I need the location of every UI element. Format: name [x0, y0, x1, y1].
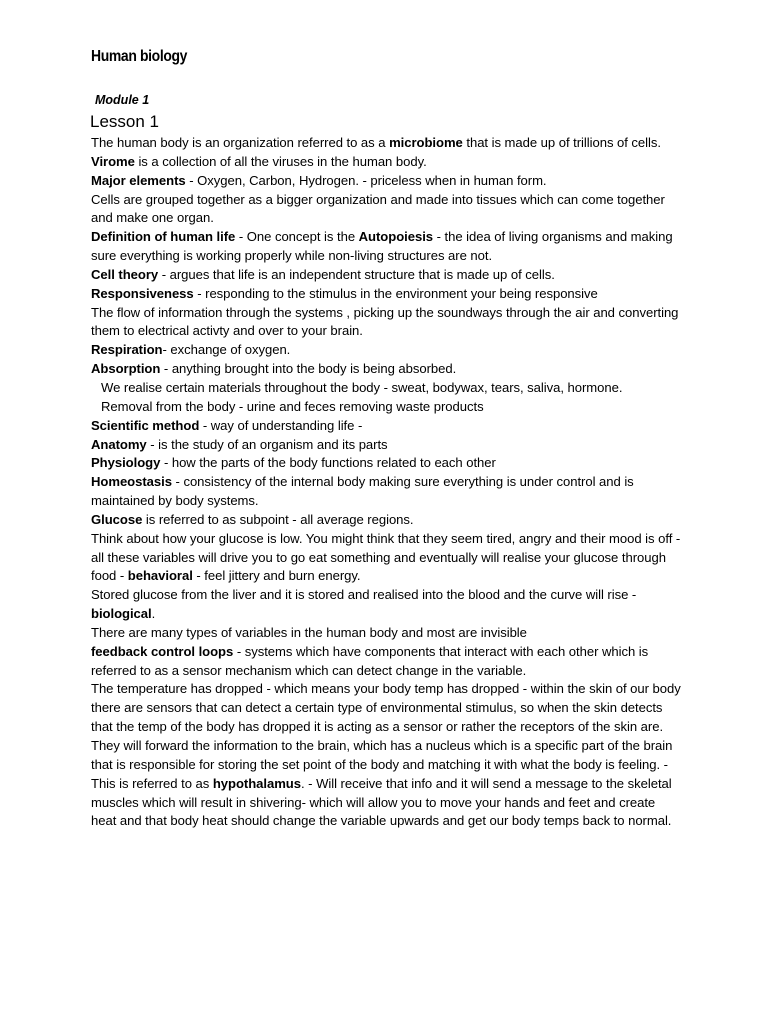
- paragraph: [91, 304, 683, 342]
- paragraph: [91, 172, 683, 191]
- text-run: Think about how your glucose is low. You might think that they seem tired, angry and their mood is off - all these variables will drive you to go eat something and eventually will realise your glucose through food -: [91, 530, 681, 584]
- text-run: - how the parts of the body functions related to each other: [160, 455, 496, 471]
- bold-term: Physiology: [91, 455, 161, 471]
- paragraph: [91, 285, 683, 304]
- paragraph: [91, 436, 683, 455]
- paragraph: [91, 530, 683, 587]
- text-run: - the idea of living organisms and making sure everything is working properly while non-living structures are not.: [91, 229, 673, 264]
- text-run: The flow of information through the systems , picking up the soundways through the air and converting them to electrical activty and over to your brain.: [91, 304, 679, 339]
- text-run: - systems which have components that interact with each other which is referred to as a sensor mechanism which can detect change in the variable.: [91, 643, 649, 678]
- paragraph: [91, 511, 683, 530]
- paragraph: [91, 341, 683, 360]
- text-run: - feel jittery and burn energy.: [192, 568, 361, 584]
- text-run: is a collection of all the viruses in the human body.: [134, 153, 427, 169]
- text-run: is referred to as subpoint - all average regions.: [142, 511, 414, 527]
- bold-term: feedback control loops: [91, 643, 234, 659]
- document-body: [91, 134, 683, 831]
- bold-term: Glucose: [91, 511, 143, 527]
- text-run: We realise certain materials throughout the body - sweat, bodywax, tears, saliva, hormone.: [101, 379, 623, 395]
- text-run: - consistency of the internal body making sure everything is under control and is maintained by body systems.: [91, 474, 634, 509]
- text-run: - One concept is the: [235, 229, 359, 245]
- bold-term: Responsiveness: [91, 285, 194, 301]
- text-run: - argues that life is an independent structure that is made up of cells.: [158, 266, 555, 282]
- text-run: Removal from the body - urine and feces removing waste products: [101, 398, 484, 414]
- bold-term: Major elements: [91, 172, 186, 188]
- text-run: - way of understanding life -: [199, 417, 363, 433]
- paragraph: [91, 134, 683, 153]
- text-run: Cells are grouped together as a bigger organization and made into tissues which can come together and make one organ.: [91, 191, 665, 226]
- paragraph: [91, 643, 683, 681]
- paragraph: [91, 586, 683, 624]
- paragraph: [91, 153, 683, 172]
- paragraph: [91, 417, 683, 436]
- bold-term: Autopoiesis: [358, 229, 434, 245]
- bold-term: biological: [91, 606, 152, 622]
- paragraph: [91, 266, 683, 285]
- bold-term: Respiration: [91, 342, 163, 358]
- text-run: The human body is an organization referred to as a: [91, 135, 390, 150]
- document-title: Human biology: [91, 48, 188, 65]
- module-heading: Module 1: [95, 93, 150, 107]
- text-run: - Oxygen, Carbon, Hydrogen. - priceless when in human form.: [185, 172, 547, 188]
- paragraph: [91, 624, 683, 643]
- text-run: - exchange of oxygen.: [162, 342, 291, 358]
- paragraph: [91, 473, 683, 511]
- paragraph: [91, 454, 683, 473]
- paragraph: [91, 379, 683, 398]
- text-run: There are many types of variables in the human body and most are invisible: [91, 624, 527, 640]
- text-run: that is made up of trillions of cells.: [462, 135, 661, 150]
- paragraph: [91, 191, 683, 229]
- text-run: .: [151, 606, 156, 622]
- text-run: . - Will receive that info and it will send a message to the skeletal muscles which will result in shivering- which will allow you to move your hands and feet and create heat and that body heat should change the variable upwards and get our body temps back to normal.: [91, 775, 672, 829]
- bold-term: microbiome: [389, 135, 463, 150]
- text-run: - anything brought into the body is being absorbed.: [160, 361, 457, 377]
- paragraph: [91, 737, 683, 831]
- text-run: Stored glucose from the liver and it is stored and realised into the blood and the curve will rise -: [91, 587, 637, 603]
- paragraph: [91, 680, 683, 737]
- text-run: They will forward the information to the brain, which has a nucleus which is a specific part of the brain that is responsible for storing the set point of the body and matching it with what the body is feeling. - This is referred to as: [91, 738, 673, 791]
- text-run: - is the study of an organism and its parts: [146, 436, 388, 452]
- bold-term: Virome: [91, 153, 135, 169]
- paragraph: [91, 398, 683, 417]
- paragraph: [91, 228, 683, 266]
- bold-term: Scientific method: [91, 417, 200, 433]
- bold-term: Homeostasis: [91, 474, 172, 490]
- paragraph: [91, 360, 683, 379]
- bold-term: behavioral: [127, 568, 193, 584]
- bold-term: Definition of human life: [91, 229, 236, 245]
- bold-term: Anatomy: [91, 436, 147, 452]
- lesson-heading: Lesson 1: [90, 112, 159, 131]
- text-run: - responding to the stimulus in the environment your being responsive: [193, 285, 598, 301]
- bold-term: hypothalamus: [212, 775, 301, 791]
- bold-term: Cell theory: [91, 266, 159, 282]
- text-run: The temperature has dropped - which means your body temp has dropped - within the skin of our body there are sensors that can detect a certain type of environmental stimulus, so when the skin detects that the temp of the body has dropped it is acting as a sensor or rather the receptors of the skin are.: [91, 681, 681, 735]
- bold-term: Absorption: [91, 361, 161, 377]
